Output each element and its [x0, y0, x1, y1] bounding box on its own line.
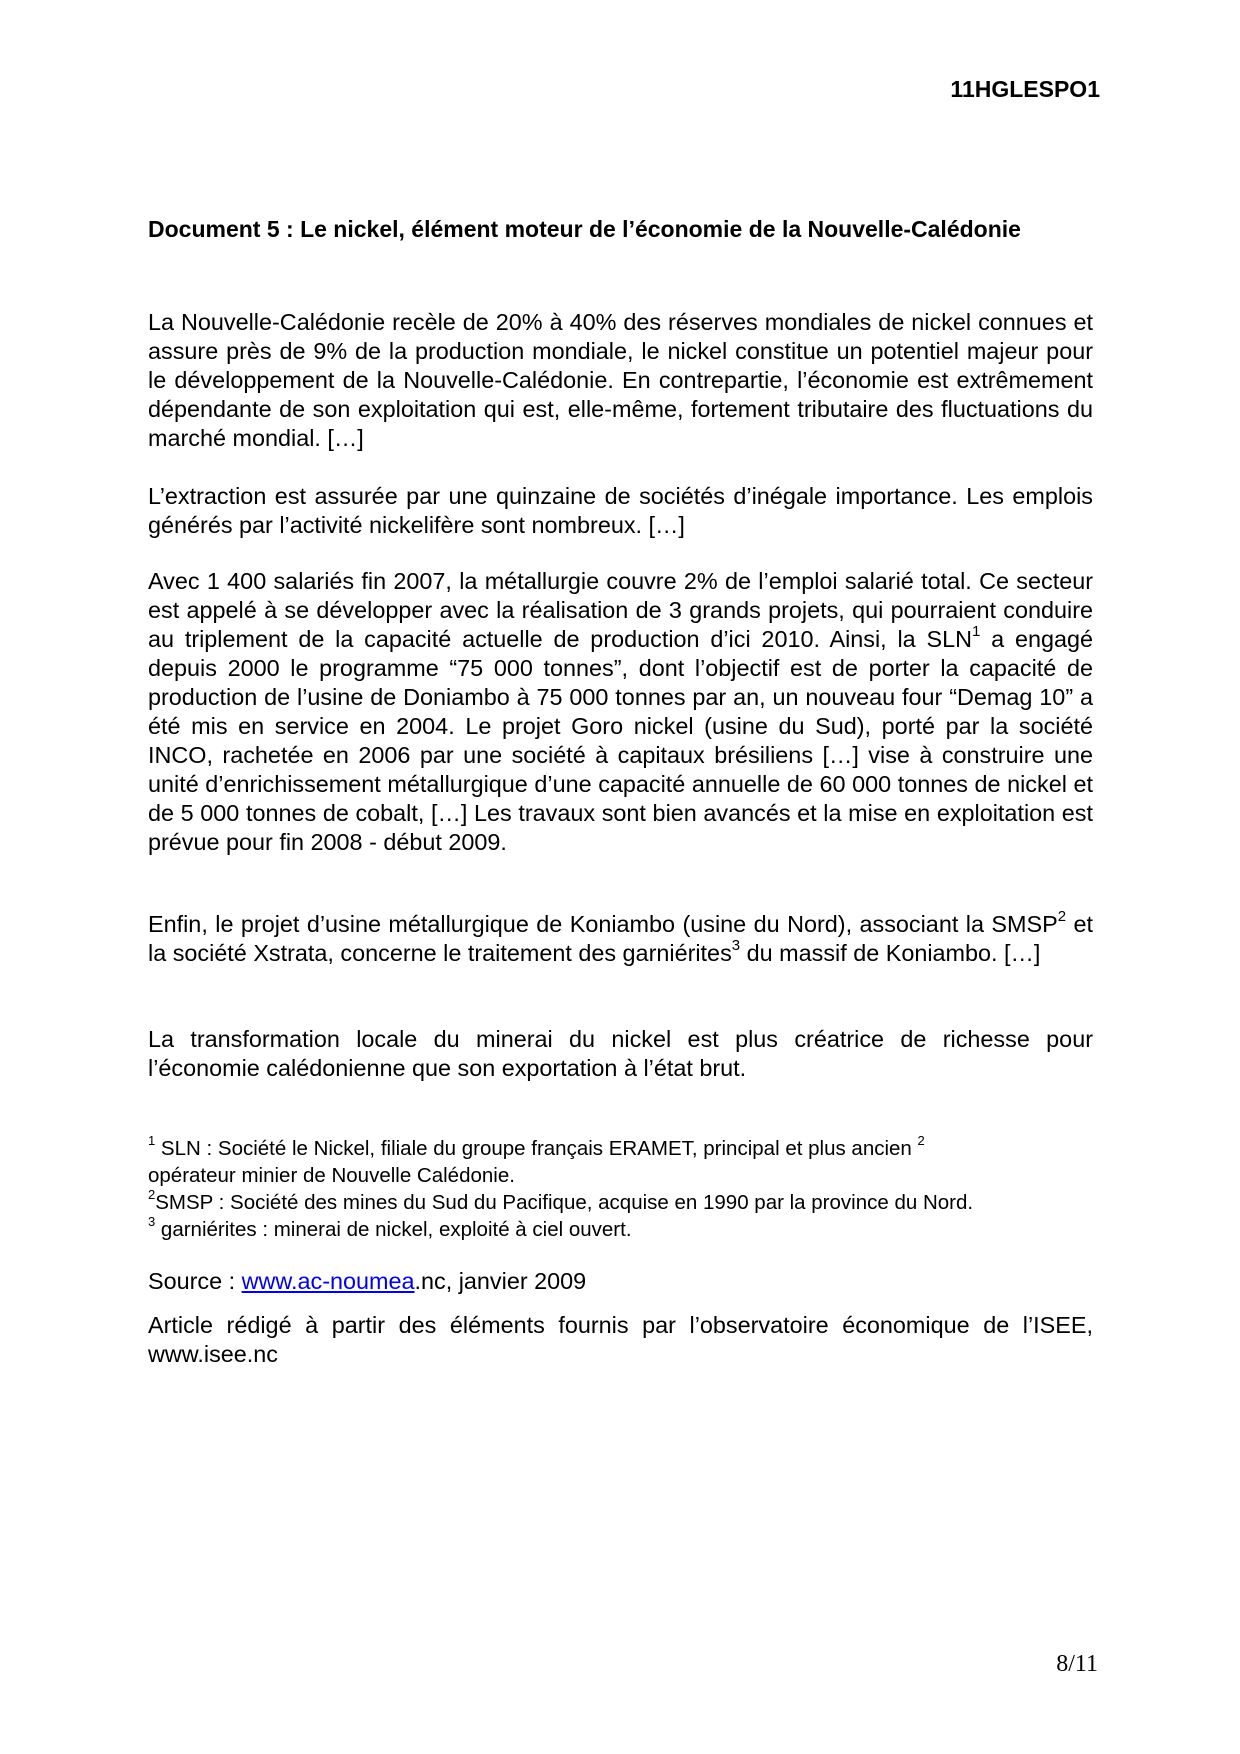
paragraph-koniambo-text-a: Enfin, le projet d’usine métallurgique de Koniambo (usine du Nord), associant la SMSP	[148, 911, 1058, 937]
paragraph-extraction: L’extraction est assurée par une quinzaine de sociétés d’inégale importance. Les emplois générés par l’activité nickelifère sont nombreux. […]	[148, 483, 1093, 538]
footnote-1-text: SLN : Société le Nickel, filiale du groupe français ERAMET, principal et plus ancien	[155, 1137, 918, 1160]
source-suffix: .nc, janvier 2009	[414, 1268, 587, 1294]
article-note: Article rédigé à partir des éléments fournis par l’observatoire économique de l’ISEE, www.isee.nc	[148, 1312, 1093, 1367]
source-link[interactable]: www.ac-noumea	[241, 1268, 415, 1294]
paragraph-metallurgie	[148, 567, 1093, 857]
footnote-2-text: SMSP : Société des mines du Sud du Pacifique, acquise en 1990 par la province du Nord.	[155, 1191, 974, 1214]
footnote-3	[148, 1216, 1093, 1243]
footnote-2-number: 2	[148, 1187, 156, 1203]
document-title: Document 5 : Le nickel, élément moteur de l’économie de la Nouvelle-Calédonie	[148, 216, 1021, 242]
paragraph-transformation: La transformation locale du minerai du nickel est plus créatrice de richesse pour l’économie calédonienne que son exportation à l’état brut.	[148, 1026, 1093, 1081]
footnote-2	[148, 1189, 1093, 1216]
paragraph-koniambo-text-c: du massif de Koniambo. […]	[740, 940, 1041, 966]
source-line	[148, 1267, 1093, 1296]
page-number: 8/11	[1056, 1651, 1098, 1677]
footnote-3-number: 3	[148, 1214, 156, 1230]
footnote-ref-1: 1	[972, 623, 981, 641]
footnotes	[148, 1135, 1093, 1243]
paragraph-koniambo-text-b: et la société Xstrata, concerne le traitement des garniérites	[148, 911, 1093, 966]
paragraph-metallurgie-text-a: Avec 1 400 salariés fin 2007, la métallurgie couvre 2% de l’emploi salarié total. Ce secteur est appelé à se développer avec la réalisation de 3 grands projets, qui pourraient conduire au triplement de la capacité actuelle de production d’ici 2010. Ainsi, la SLN	[148, 568, 1093, 652]
footnote-1-trailing-number: 2	[917, 1133, 925, 1149]
paragraph-reserves: La Nouvelle-Calédonie recèle de 20% à 40% des réserves mondiales de nickel connues et assure près de 9% de la production mondiale, le nickel constitue un potentiel majeur pour le développement de la Nouvelle-Calédonie. En contrepartie, l’économie est extrêmement dépendante de son exploitation qui est, elle-même, fortement tributaire des fluctuations du marché mondial. […]	[148, 309, 1093, 451]
footnote-1	[148, 1135, 1093, 1162]
document-code: 11HGLESPO1	[950, 76, 1100, 102]
source-prefix: Source :	[148, 1268, 242, 1294]
footnote-ref-2: 2	[1057, 908, 1067, 926]
paragraph-metallurgie-text-b: a engagé depuis 2000 le programme “75 000 tonnes”, dont l’objectif est de porter la capacité de production de l’usine de Doniambo à 75 000 tonnes par an, un nouveau four “Demag 10” a été mis en service en 2004. Le projet Goro nickel (usine du Sud), porté par la société INCO, rachetée en 2006 par une société à capitaux brésiliens […] vise à construire une unité d’enrichissement métallurgique d’une capacité annuelle de 60 000 tonnes de nickel et de 5 000 tonnes de cobalt, […] Les travaux sont bien avancés et la mise en exploitation est prévue pour fin 2008 - début 2009.	[148, 626, 1094, 855]
footnote-1-number: 1	[148, 1133, 156, 1149]
footnote-3-text: garniérites : minerai de nickel, exploité à ciel ouvert.	[155, 1218, 632, 1241]
paragraph-koniambo	[148, 910, 1093, 968]
footnote-1-continuation: opérateur minier de Nouvelle Calédonie.	[148, 1164, 515, 1187]
footnote-ref-3: 3	[731, 937, 741, 955]
